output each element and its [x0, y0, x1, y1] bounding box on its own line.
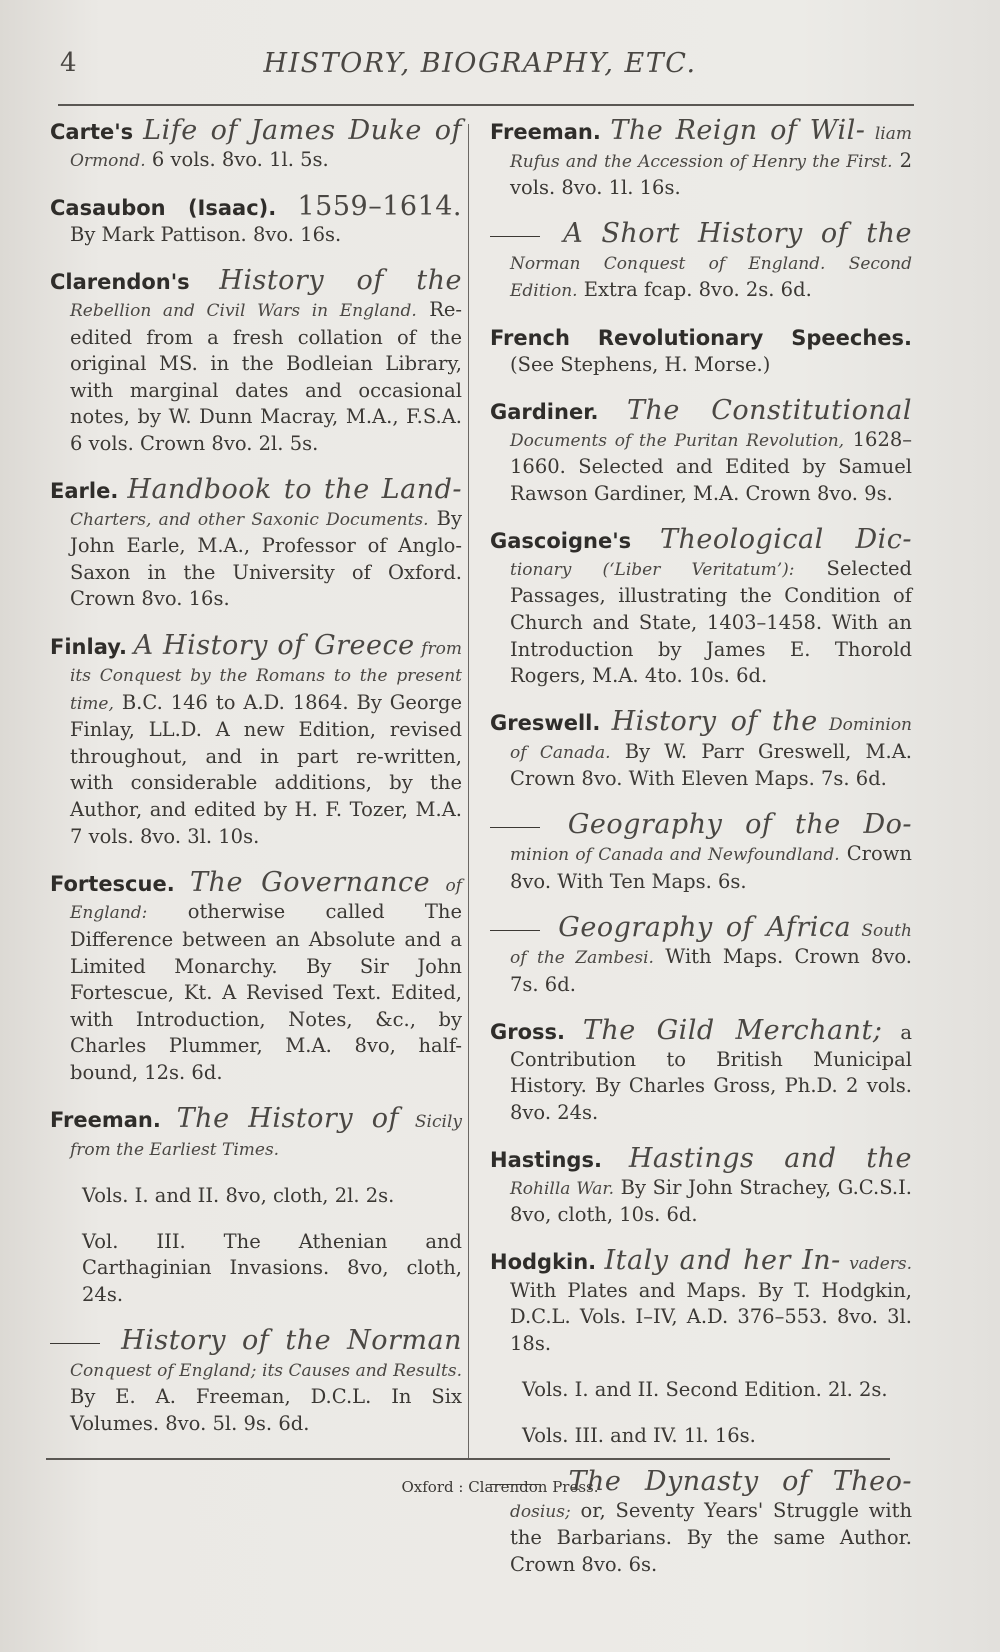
- entry-subtitle: tionary (‘Liber Veritatum’):: [510, 559, 795, 580]
- catalog-entry: [490, 524, 912, 690]
- entry-details: By Mark Pattison. 8vo. 16s.: [70, 223, 342, 247]
- catalog-entry: [490, 1142, 913, 1229]
- entry-author: Hastings.: [490, 1147, 602, 1172]
- entry-subtitle: Conquest of England; its Causes and Results.: [70, 1360, 462, 1381]
- entry-details: By Sir John Strachey, G.C.S.I. 8vo, cloth, 10s. 6d.: [510, 1175, 912, 1227]
- entry-details: With Maps. Crown 8vo. 7s. 6d.: [510, 945, 912, 996]
- entry-details: or, Seventy Years' Struggle with the Barbarians. By the same Author. Crown 8vo. 6s.: [510, 1498, 913, 1577]
- catalog-entry: [50, 190, 463, 249]
- entry-title: The Gild Merchant;: [582, 1015, 883, 1047]
- catalog-entry: [490, 1245, 913, 1357]
- entry-title: The Governance: [190, 866, 431, 898]
- entry-author: Gardiner.: [490, 400, 599, 425]
- entry-details: 2 vols. 8vo. 1l. 16s.: [510, 148, 913, 200]
- entry-subtitle: Rebellion and Civil Wars in England.: [70, 300, 417, 321]
- entry-author: Freeman.: [490, 120, 601, 144]
- entry-title: The Reign of Wil-: [610, 115, 866, 146]
- entry-title: Life of James Duke of: [143, 115, 462, 146]
- entry-title: A Short History of the: [563, 218, 912, 250]
- entry-author: Gross.: [490, 1020, 565, 1045]
- entry-details: Selected Passages, illustrating the Condition of Church and State, 1403–1458. With an Introduction by James E. Thorold Rogers, M.A. 4to. 10s. 6d.: [510, 556, 912, 688]
- entry-subtitle: Rohilla War.: [510, 1178, 615, 1199]
- entry-author: Clarendon's: [50, 270, 190, 295]
- entry-author: Earle.: [50, 479, 119, 504]
- right-column: [490, 115, 913, 1579]
- entry-author: Casaubon (Isaac).: [50, 195, 277, 220]
- entry-author: Finlay.: [50, 634, 127, 659]
- entry-title: Geography of the Do-: [567, 809, 912, 841]
- volume-note: Vol. III. The Athenian and Carthaginian Invasions. 8vo, cloth, 24s.: [82, 1229, 462, 1306]
- entry-title: Geography of Africa: [558, 911, 852, 943]
- catalog-entry: [490, 809, 912, 895]
- catalog-entry: [50, 474, 462, 613]
- catalog-entry: [490, 1015, 912, 1126]
- catalog-entry: [50, 866, 462, 1087]
- entry-details: 1628–1660. Selected and Edited by Samuel Rawson Gardiner, M.A. Crown 8vo. 9s.: [510, 427, 913, 506]
- entry-author: Fortescue.: [50, 871, 175, 896]
- ditto-dash: [50, 1343, 100, 1344]
- ditto-dash: [490, 827, 540, 828]
- catalog-entry: [490, 325, 912, 379]
- entry-title: Handbook to the Land-: [127, 474, 462, 506]
- entry-author: Greswell.: [490, 711, 601, 736]
- entry-details: 6 vols. 8vo. 1l. 5s.: [151, 147, 329, 171]
- entry-title: Hastings and the: [628, 1142, 913, 1174]
- entry-subtitle: Dominion of Canada.: [510, 715, 913, 763]
- entry-author: Carte's: [50, 120, 134, 144]
- running-title: HISTORY, BIOGRAPHY, ETC.: [263, 48, 697, 79]
- entry-details: (See Stephens, H. Morse.): [510, 353, 771, 377]
- entry-subtitle: minion of Canada and Newfoundland.: [510, 845, 840, 866]
- entry-details: Crown 8vo. With Ten Maps. 6s.: [510, 842, 912, 893]
- ditto-dash: [490, 930, 540, 931]
- entry-details: Extra fcap. 8vo. 2s. 6d.: [583, 278, 812, 302]
- catalog-entry: [490, 911, 912, 999]
- entry-subtitle: Ormond.: [70, 150, 146, 171]
- catalog-entry: [50, 1325, 462, 1437]
- entry-author: Freeman.: [50, 1108, 161, 1132]
- catalog-entry: [50, 115, 462, 174]
- entry-subtitle: vaders.: [849, 1254, 913, 1275]
- entry-subtitle: from its Conquest by the Romans to the present time,: [70, 638, 462, 714]
- catalog-entry: [490, 218, 912, 305]
- catalog-entry: [50, 1103, 462, 1163]
- volume-note: Vols. III. and IV. 1l. 16s.: [522, 1424, 756, 1448]
- entry-title: A History of Greece: [133, 629, 415, 661]
- entry-author: Hodgkin.: [490, 1250, 597, 1275]
- entry-subtitle: liam Rufus and the Accession of Henry the First.: [510, 124, 912, 172]
- entry-subtitle: Charters, and other Saxonic Documents.: [70, 509, 429, 530]
- entry-details: By John Earle, M.A., Professor of Anglo-Saxon in the University of Oxford. Crown 8vo. 16s.: [70, 506, 462, 611]
- catalog-entry: [490, 706, 913, 793]
- entry-title: Theological Dic-: [659, 524, 912, 556]
- entry-details: With Plates and Maps. By T. Hodgkin, D.C.L. Vols. I–IV, A.D. 376–553. 8vo. 3l. 18s.: [510, 1278, 912, 1355]
- catalog-entry: [50, 265, 463, 457]
- catalog-entry: [50, 629, 463, 851]
- entry-title: History of the: [611, 706, 818, 738]
- entry-author: French Revolutionary Speeches.: [490, 325, 912, 350]
- entry-title: 1559–1614.: [297, 190, 463, 222]
- entry-details: otherwise called The Difference between an Absolute and a Limited Monarchy. By Sir John Fortescue, Kt. A Revised Text. Edited, with Introduction, Notes, &c., by Charles Plummer, M.A. 8vo, half-bound, 12s. 6d.: [70, 900, 462, 1084]
- entry-subtitle: South of the Zambesi.: [510, 920, 912, 969]
- column-divider: [468, 124, 469, 1458]
- entry-title: The Dynasty of Theo-: [568, 1466, 912, 1498]
- entry-title: The Constitutional: [627, 395, 912, 427]
- entry-subtitle: Sicily from the Earliest Times.: [70, 1112, 462, 1160]
- entry-details: Re-edited from a fresh collation of the original MS. in the Bodleian Library, with marginal dates and occasional notes, by W. Dunn Macray, M.A., F.S.A. 6 vols. Crown 8vo. 2l. 5s.: [70, 297, 463, 455]
- left-column: [50, 115, 463, 1446]
- entry-subtitle: of England:: [70, 875, 462, 924]
- entry-subtitle: Documents of the Puritan Revolution,: [510, 430, 845, 451]
- entry-details: B.C. 146 to A.D. 1864. By George Finlay, LL.D. A new Edition, revised throughout, and in part re-written, with considerable additions, by the Author, and edited by H. F. Tozer, M.A. 7 vols. 8vo. 3l. 10s.: [70, 690, 463, 848]
- entry-author: Gascoigne's: [490, 529, 632, 554]
- footer-rule: [46, 1458, 890, 1460]
- entry-title: Italy and her In-: [604, 1245, 841, 1277]
- entry-subtitle: dosius;: [510, 1501, 571, 1522]
- page-number: 4: [60, 48, 77, 78]
- catalog-entry: [490, 395, 913, 507]
- entry-title: History of the: [219, 265, 463, 297]
- entry-subtitle: Norman Conquest of England. Second Edition.: [510, 253, 912, 302]
- entry-details: By W. Parr Greswell, M.A. Crown 8vo. With Eleven Maps. 7s. 6d.: [510, 739, 912, 791]
- volume-note: Vols. I. and II. 8vo, cloth, 2l. 2s.: [82, 1183, 395, 1207]
- entry-details: By E. A. Freeman, D.C.L. In Six Volumes. 8vo. 5l. 9s. 6d.: [70, 1385, 462, 1435]
- header-rule: [58, 104, 914, 106]
- entry-title: History of the Norman: [121, 1325, 462, 1357]
- entry-title: The History of: [176, 1103, 400, 1134]
- publisher-imprint: Oxford : Clarendon Press.: [401, 1478, 599, 1496]
- catalog-entry: [490, 115, 913, 202]
- entry-details: a Contribution to British Municipal History. By Charles Gross, Ph.D. 2 vols. 8vo. 24s.: [510, 1021, 912, 1124]
- ditto-dash: [490, 236, 540, 237]
- volume-note: Vols. I. and II. Second Edition. 2l. 2s.: [522, 1378, 888, 1402]
